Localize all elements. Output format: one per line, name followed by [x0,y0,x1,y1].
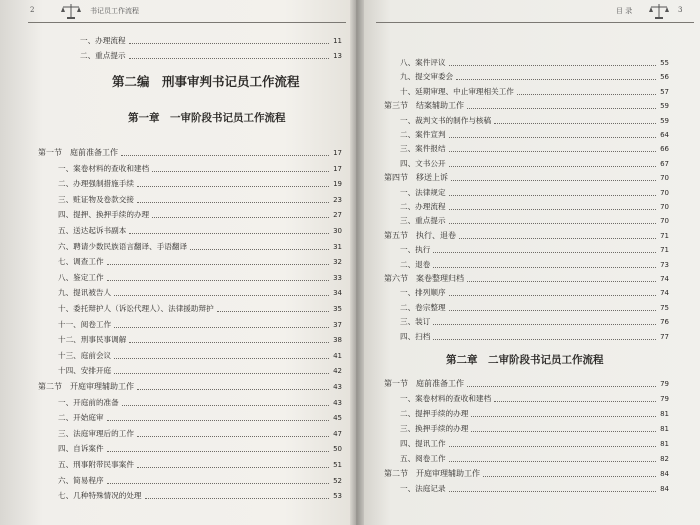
entry-title: 一、执行 [400,245,431,255]
dot-leader [449,461,657,462]
toc-entry [400,214,669,228]
entry-title: 第五节 执行、退卷 [384,230,456,240]
entry-page-number: 76 [660,318,669,327]
entry-title: 二、提押手续的办理 [400,409,469,418]
entry-page-number: 51 [333,461,342,469]
entry-page-number: 37 [333,320,342,329]
entry-page-number: 71 [660,246,669,255]
entry-page-number: 81 [660,425,669,433]
entry-page-number: 84 [660,470,669,478]
left-running-title: 书记员工作流程 [90,7,139,15]
toc-entry [58,208,342,222]
dot-leader [471,416,656,417]
entry-title: 十、委托辩护人（诉讼代理人）、法律援助辩护 [58,304,214,313]
entry-page-number: 52 [333,476,342,485]
entry-page-number: 34 [333,289,342,298]
toc-entry [80,49,342,63]
dot-leader [217,311,329,312]
toc-entry [58,396,342,410]
entry-title: 三、案件报结 [400,144,446,154]
entry-page-number: 47 [333,429,342,438]
toc-entry [400,200,669,214]
dot-leader [517,94,656,95]
entry-title: 六、简易程序 [58,475,104,485]
toc-section-entry [38,146,342,160]
entry-title: 七、几种特殊情况的处理 [58,491,142,501]
entry-title: 四、文书公开 [400,158,446,168]
scales-icon [60,3,82,20]
entry-page-number: 43 [333,383,342,391]
entry-page-number: 50 [333,445,342,454]
dot-leader [449,310,657,311]
dot-leader [449,195,657,196]
entry-title: 一、办理流程 [80,36,126,45]
toc-section-entry [384,377,669,391]
toc-entry [58,489,342,503]
entry-title: 一、排列顺序 [400,288,446,298]
dot-leader [137,389,329,390]
entry-title: 五、送达起诉书副本 [58,226,127,235]
left-header-rule [28,22,346,23]
dot-leader [107,280,330,281]
entry-page-number: 84 [660,485,669,493]
entry-title: 四、自诉案件 [58,444,104,454]
toc-entry [400,407,669,421]
entry-page-number: 35 [333,305,342,313]
entry-title: 一、裁判文书的制作与核稿 [400,115,492,125]
toc-entry [400,286,669,300]
dot-leader [449,295,657,296]
dot-leader [137,467,329,468]
toc-entry [80,34,342,48]
entry-page-number: 42 [333,367,342,376]
entry-title: 八、案件评议 [400,58,446,67]
entry-title: 四、提押、换押手续的办理 [58,210,150,220]
entry-title: 九、提交审委会 [400,72,454,82]
entry-page-number: 41 [333,351,342,360]
entry-page-number: 82 [660,455,669,463]
entry-title: 三、赃证物及卷款交接 [58,194,134,204]
chapter-1-title: 第一章 一审阶段书记员工作流程 [128,112,286,124]
dot-leader [129,342,329,343]
entry-title: 一、案卷材料的查收和建档 [400,394,492,403]
dot-leader [433,267,656,268]
right-header-rule [376,22,694,23]
entry-page-number: 57 [660,87,669,96]
part-title: 第二编 刑事审判书记员工作流程 [112,74,300,89]
entry-title: 二、退卷 [400,259,431,269]
dot-leader [494,401,656,402]
toc-entry [58,427,342,441]
entry-title: 二、办理强制措施手续 [58,179,134,189]
toc-entry [400,85,669,99]
dot-leader [451,180,656,181]
entry-page-number: 66 [660,145,669,154]
entry-title: 第六节 案卷整理归档 [384,274,464,283]
dot-leader [459,238,656,239]
dot-leader [121,155,329,156]
entry-title: 第二节 开庭审理辅助工作 [38,382,134,391]
entry-title: 第一节 庭前准备工作 [384,379,464,388]
entry-page-number: 59 [660,116,669,125]
toc-entry [58,240,342,254]
toc-entry [400,70,669,84]
dot-leader [494,123,656,124]
scales-icon [648,3,670,20]
entry-page-number: 33 [333,273,342,282]
toc-entry [400,243,669,257]
entry-page-number: 70 [660,174,669,183]
entry-title: 七、调查工作 [58,257,104,267]
toc-entry [400,114,669,128]
dot-leader [433,324,656,325]
dot-leader [114,358,329,359]
toc-section-entry [384,171,669,185]
dot-leader [449,166,657,167]
toc-entry [400,437,669,451]
dot-leader [471,431,656,432]
entry-page-number: 32 [333,258,342,267]
entry-page-number: 13 [333,52,342,60]
dot-leader [122,405,329,406]
toc-entry [58,255,342,269]
entry-page-number: 45 [333,414,342,423]
entry-page-number: 11 [333,37,342,45]
entry-page-number: 71 [660,231,669,240]
entry-page-number: 19 [333,180,342,189]
toc-entry [400,157,669,171]
dot-leader [107,420,330,421]
entry-title: 九、提讯被告人 [58,288,112,298]
toc-entry [58,333,342,347]
entry-title: 十二、刑事民事调解 [58,335,127,345]
entry-title: 一、法庭记录 [400,484,446,493]
entry-page-number: 17 [333,149,342,157]
entry-page-number: 81 [660,410,669,418]
dot-leader [483,476,656,477]
dot-leader [152,171,329,172]
dot-leader [433,339,656,340]
dot-leader [449,223,657,224]
right-page [356,0,700,525]
entry-title: 四、提讯工作 [400,439,446,448]
entry-title: 六、聘请少数民族语言翻译、手语翻译 [58,241,188,251]
entry-page-number: 31 [333,242,342,251]
entry-page-number: 64 [660,131,669,139]
dot-leader [449,446,657,447]
toc-entry [400,482,669,496]
entry-title: 一、开庭前的准备 [58,397,119,407]
book-gutter [350,0,364,525]
dot-leader [114,295,329,296]
entry-title: 第三节 结案辅助工作 [384,101,464,111]
entry-title: 二、重点提示 [80,51,126,60]
dot-leader [107,264,330,265]
dot-leader [467,281,656,282]
toc-entry [58,349,342,363]
entry-title: 一、法律规定 [400,187,446,197]
toc-entry [400,128,669,142]
entry-title: 一、案卷材料的查收和建档 [58,163,150,173]
entry-page-number: 79 [660,380,669,388]
entry-page-number: 43 [333,398,342,407]
toc-entry [58,411,342,425]
entry-page-number: 74 [660,289,669,298]
dot-leader [114,373,329,374]
dot-leader [449,137,657,138]
right-running-title: 目 录 [616,7,633,15]
entry-title: 第四节 移送上诉 [384,173,448,183]
entry-page-number: 56 [660,73,669,82]
dot-leader [467,386,656,387]
entry-title: 三、重点提示 [400,216,446,226]
entry-page-number: 59 [660,102,669,111]
entry-title: 十三、庭前会议 [58,350,112,360]
entry-title: 二、开始庭审 [58,413,104,423]
entry-title: 三、装订 [400,317,431,327]
dot-leader [145,498,330,499]
entry-page-number: 75 [660,303,669,312]
entry-title: 五、刑事附带民事案件 [58,460,134,469]
toc-entry [58,318,342,332]
toc-entry [400,315,669,329]
toc-section-entry [384,229,669,243]
toc-entry [400,452,669,466]
entry-title: 三、换押手续的办理 [400,424,469,433]
entry-page-number: 27 [333,211,342,220]
entry-page-number: 74 [660,275,669,283]
dot-leader [449,209,657,210]
dot-leader [137,436,329,437]
toc-entry [58,364,342,378]
dot-leader [114,327,329,328]
entry-title: 五、阅卷工作 [400,454,446,463]
dot-leader [137,186,329,187]
dot-leader [152,217,329,218]
toc-section-entry [38,380,342,394]
dot-leader [129,233,329,234]
entry-page-number: 77 [660,332,669,341]
toc-entry [58,442,342,456]
toc-entry [58,224,342,238]
entry-title: 第二节 开庭审理辅助工作 [384,469,480,478]
dot-leader [449,151,657,152]
toc-entry [400,142,669,156]
toc-entry [400,56,669,70]
toc-entry [400,258,669,272]
entry-page-number: 17 [333,164,342,173]
dot-leader [449,65,657,66]
dot-leader [129,43,330,44]
dot-leader [137,202,329,203]
dot-leader [107,451,330,452]
dot-leader [467,108,656,109]
entry-page-number: 70 [660,203,669,211]
entry-page-number: 55 [660,59,669,67]
left-page-number: 2 [30,6,35,14]
entry-title: 四、扫档 [400,331,431,341]
dot-leader [456,79,656,80]
entry-title: 三、法庭审理后的工作 [58,428,134,438]
right-page-number: 3 [678,6,683,14]
entry-page-number: 23 [333,195,342,204]
entry-title: 二、办理流程 [400,202,446,211]
entry-page-number: 53 [333,492,342,501]
toc-entry [400,301,669,315]
toc-section-entry [384,99,669,113]
entry-title: 十四、安排开庭 [58,366,112,376]
toc-entry [58,193,342,207]
entry-page-number: 73 [660,260,669,269]
entry-page-number: 81 [660,440,669,448]
toc-entry [400,330,669,344]
entry-title: 第一节 庭前准备工作 [38,148,118,157]
entry-page-number: 30 [333,227,342,235]
toc-entry [58,177,342,191]
entry-page-number: 79 [660,395,669,403]
toc-entry [58,271,342,285]
entry-page-number: 38 [333,336,342,345]
toc-entry [58,458,342,472]
toc-entry [400,186,669,200]
dot-leader [190,249,329,250]
toc-entry [58,302,342,316]
dot-leader [107,483,330,484]
toc-section-entry [384,272,669,286]
entry-title: 二、案件宣判 [400,130,446,139]
entry-title: 八、鉴定工作 [58,272,104,282]
toc-entry [58,474,342,488]
chapter-2-title: 第二章 二审阶段书记员工作流程 [446,354,604,366]
toc-entry [58,286,342,300]
toc-entry [58,162,342,176]
entry-page-number: 70 [660,188,669,197]
entry-title: 十一、阅卷工作 [58,319,112,329]
toc-entry [400,392,669,406]
entry-page-number: 70 [660,217,669,226]
dot-leader [433,252,656,253]
entry-title: 二、卷宗整理 [400,302,446,312]
toc-section-entry [384,467,669,481]
dot-leader [129,58,330,59]
dot-leader [449,491,657,492]
entry-page-number: 67 [660,159,669,168]
toc-entry [400,422,669,436]
entry-title: 十、延期审理、中止审理相关工作 [400,86,514,96]
